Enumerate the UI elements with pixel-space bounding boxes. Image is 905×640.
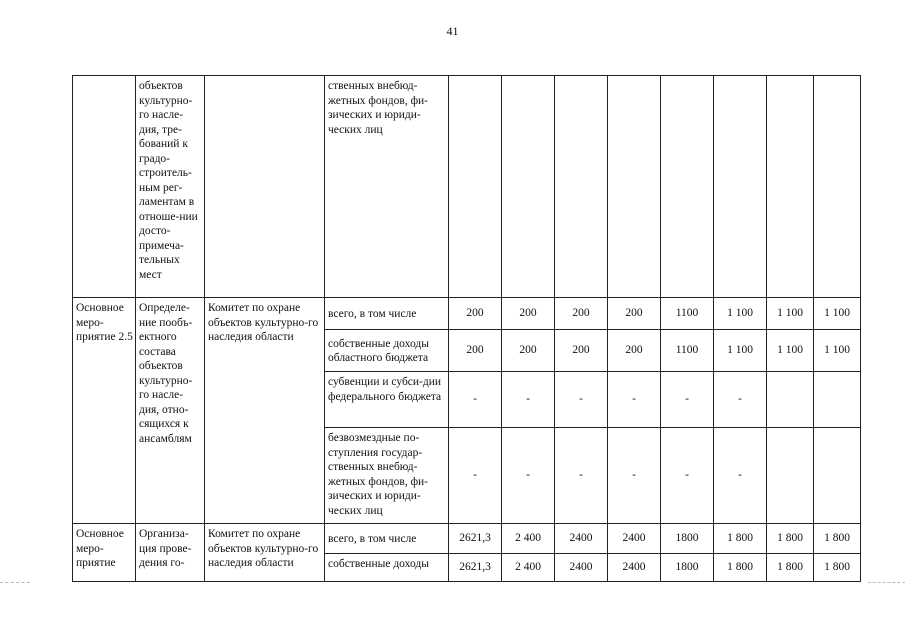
table-row: [73, 524, 861, 554]
table-cell: [205, 76, 325, 298]
activity-number: Основное меро-приятие 2.5: [73, 298, 136, 524]
value-cell: 2621,3: [449, 524, 502, 554]
value-cell: 200: [608, 330, 661, 372]
value-cell: 1800: [661, 524, 714, 554]
value-cell: 1100: [661, 330, 714, 372]
value-cell: -: [502, 428, 555, 524]
responsible-executor: Комитет по охране объектов культурно-го наследия области: [205, 524, 325, 582]
funding-source-label: ственных внебюд-жетных фондов, фи-зических и юриди-ческих лиц: [325, 76, 449, 298]
table-cell: [73, 76, 136, 298]
value-cell: 200: [502, 330, 555, 372]
value-cell: 2621,3: [449, 554, 502, 582]
table-row: [73, 298, 861, 330]
value-cell: -: [608, 428, 661, 524]
funding-source-label: всего, в том числе: [325, 524, 449, 554]
value-cell: 2400: [608, 554, 661, 582]
value-cell: 200: [555, 298, 608, 330]
value-cell: 2400: [555, 524, 608, 554]
value-cell: 2400: [608, 524, 661, 554]
funding-source-label: субвенции и субси-дии федерального бюджета: [325, 372, 449, 428]
value-cell: -: [661, 372, 714, 428]
budget-table: [72, 75, 861, 582]
value-cell: 1800: [661, 554, 714, 582]
scan-edge-right: [868, 582, 905, 583]
value-cell: 2 400: [502, 554, 555, 582]
value-cell: 200: [555, 330, 608, 372]
funding-source-label: собственные доходы: [325, 554, 449, 582]
value-cell: 1 800: [767, 554, 814, 582]
value-cell: 1 100: [714, 330, 767, 372]
value-cell: 1 800: [814, 554, 861, 582]
value-cell: 200: [502, 298, 555, 330]
value-cell: 1 100: [767, 298, 814, 330]
value-cell: [814, 428, 861, 524]
value-cell: -: [555, 428, 608, 524]
activity-description: объектов культурно-го насле-дия, тре-бований к градо-строитель-ным рег-ламентам в отноше-нии досто-примеча-тельных мест: [136, 76, 205, 298]
funding-source-label: безвозмездные по-ступления государ-ственных внебюд-жетных фондов, фи-зических и юриди-ческих лиц: [325, 428, 449, 524]
value-cell: -: [449, 428, 502, 524]
funding-source-label: собственные доходы областного бюджета: [325, 330, 449, 372]
value-cell: [814, 372, 861, 428]
value-cell: 1 100: [714, 298, 767, 330]
activity-number: Основное меро-приятие: [73, 524, 136, 582]
value-cell: -: [555, 372, 608, 428]
value-cell: 1 100: [767, 330, 814, 372]
value-cell: [767, 372, 814, 428]
activity-description: Определе-ние пообъ-ектного состава объектов культурно-го насле-дия, отно-сящихся к ансамблям: [136, 298, 205, 524]
value-cell: -: [449, 372, 502, 428]
value-cell: -: [714, 428, 767, 524]
value-cell: [767, 428, 814, 524]
value-cell: 1 800: [714, 524, 767, 554]
value-cell: 2400: [555, 554, 608, 582]
responsible-executor: Комитет по охране объектов культурно-го наследия области: [205, 298, 325, 524]
value-cell: 1100: [661, 298, 714, 330]
value-cell: 1 800: [767, 524, 814, 554]
value-cell: 1 800: [714, 554, 767, 582]
value-cell: -: [608, 372, 661, 428]
table-row: [73, 76, 861, 298]
value-cell: -: [661, 428, 714, 524]
value-cell: 1 800: [814, 524, 861, 554]
value-cell: -: [714, 372, 767, 428]
value-cell: 200: [608, 298, 661, 330]
value-cell: 200: [449, 298, 502, 330]
scan-edge-left: [0, 582, 30, 583]
value-cell: 1 100: [814, 330, 861, 372]
value-cell: -: [502, 372, 555, 428]
value-cell: 200: [449, 330, 502, 372]
funding-source-label: всего, в том числе: [325, 298, 449, 330]
activity-description: Организа-ция прове-дения го-: [136, 524, 205, 582]
page-number: 41: [446, 24, 459, 38]
value-cell: 1 100: [814, 298, 861, 330]
value-cell: 2 400: [502, 524, 555, 554]
